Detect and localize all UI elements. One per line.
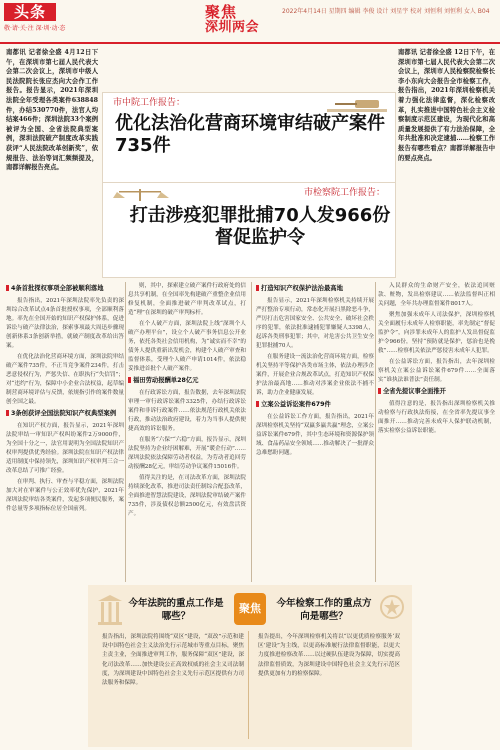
paragraph: 报告指出，2021年深圳法院率先负责的深圳综合改革试点4条首批授权事项，全部顺利落地。率先在全国开始的知识产权保护体系，促进诉讼与破产法律法治，探索事项最大周迅步骤现创新体系3条创新举措，就破产制度改革给出答案。 bbox=[6, 298, 124, 349]
procuratorate-report-banner bbox=[102, 182, 396, 278]
subheading: 福田劳动报酬单28亿元 bbox=[128, 376, 246, 385]
badge-illustration bbox=[378, 593, 406, 627]
subheading: 3条创获评全国法院知识产权典型案例 bbox=[6, 409, 124, 418]
paragraph: 在个人破产方面，深圳法院上线“深圳个人破产办理平台”，设立个人破产事务信息公开业务，依托各类社会信用机构，为“诚实而不幸”的债务人提供重新出发机会，构建个人破产审查和监督体系，受理个人破产申请1014件，依法稳妥推进首批个人破产案件。 bbox=[128, 321, 246, 372]
subheading: 全省先提议事全面推开 bbox=[378, 387, 495, 396]
paragraph: 在审判、执行、审查与平稳方面，深圳法院加大对在审案件与公正效率优先保护，2021年深圳法院审结各类案件，发起多项便民服务，案件总量等多项指标位居全国前列。 bbox=[6, 479, 124, 512]
paragraph: 在优化法治化营商环境方面，深圳法院审结破产案件735件，不正当竞争案件234件，打击恶意侵权行为，严惩失信、在职执行“失信罚”；对“违约”行为，保障中小企业合法权益，起草编制营商环境评估与反馈，依规指引作的案件数量创全国之最。 bbox=[6, 354, 124, 405]
paragraph: 报告显示，2021年深圳检察机关持续开展严打整治专项行动，常态化开展扫黑除恶斗争，严厉打击危害国家安全、公共安全、破坏社会秩序的犯罪，依法批准逮捕犯罪嫌疑人3398人，起诉各类刑事犯罪；其中，对危害公共卫生安全犯罪批捕70人。 bbox=[256, 298, 374, 349]
column-divider bbox=[125, 282, 126, 582]
focus-divider bbox=[248, 631, 249, 739]
subheading: 打造知识产权保护法治最高地 bbox=[256, 284, 374, 293]
court-report-kicker: 市中院工作报告： bbox=[113, 98, 186, 108]
subheading: 4条首批探权事项全部被顺利落地 bbox=[6, 284, 124, 293]
section-subtitle: 敬·请·关·注 深·圳·动·态 bbox=[4, 25, 66, 32]
section-label: 头条 bbox=[4, 3, 56, 21]
procuratorate-report-kicker: 市检察院工作报告： bbox=[303, 188, 385, 198]
paragraph: 入民群众的生命财产安全，依法追回赃款、赃物，发出检察建议……依法监督纠正相关问题，全年共办理监督案件8017人。 bbox=[378, 283, 495, 307]
scales-illustration bbox=[111, 187, 171, 203]
column-divider bbox=[251, 282, 252, 582]
header-rule bbox=[0, 42, 500, 44]
paragraph: 在知识产权方面，报告显示，2021年深圳法院审结一审知识产权纠纷案件2万9000件，为全国十分之一，法官用说明为全国法院知识产权审判提供优秀经验。深圳法院在知识产权法律适用制度中保持领先，深圳知识产权审判三合一改革总结了可推广经验。 bbox=[6, 423, 124, 474]
paragraph: 值得关注的是，在司法改革方面，深圳法院持续深化改革，推进司法责任制综合配套改革，全面推进智慧法院建设，深圳法院审结破产案件735件，涉及债权总额2500亿元，有效盘活资产。 bbox=[128, 475, 246, 517]
column-logo-line2: 深圳两会 bbox=[205, 20, 260, 35]
paragraph: 聚焦加强未成年人司法保护，深圳检察机关全面履行未成年人检察职能，率先制定“督促监护令”，向涉罪未成年人的监护人发出督促监护令966份，坚持“预防就是保护，惩治也是挽救”……检察机关依法严惩侵害未成年人犯罪。 bbox=[378, 312, 495, 354]
court-answer: 报告指出，深圳法院将围绕“双区”建设，“双改”示范和建设中国特色社会主义法治先行示范城市等重点目标，聚焦主责主业，全面推进审判工作，服务保障“双区”建设，深化司法改革……加快建设公正高效权威的社会主义司法制度，为深圳建设中国特色社会主义先行示范区提供有力司法服务和保障。 bbox=[102, 634, 244, 687]
page-header bbox=[0, 0, 500, 42]
pillar-illustration bbox=[96, 593, 124, 627]
dateline: 2022年4月14日 星期四 编辑 李俊 设计 刘星宇 校对 刘恒利 刘恒利 女人 B04 bbox=[282, 8, 490, 15]
procuratorate-question: 今年检察工作的重点方向是哪些？ bbox=[276, 598, 372, 622]
paragraph: 在公益诉讼工作方面，报告指出，2021年深圳检察机关坚持“双赢多赢共赢”理念，立案公益诉讼案件679件，其中生态环境和资源保护领域、食品药品安全领域……推动解决了一批群众急难愁盼问题。 bbox=[256, 414, 374, 456]
paragraph: 在服务建设一流法治化营商环境方面，检察机关坚持平等保护各类市场主体，依法办理涉企案件，开展企业合规改革试点，打造知识产权保护法治最高地……推动对涉案企业依法不捕不诉，助力企业健康发展。 bbox=[256, 354, 374, 396]
court-report-banner bbox=[102, 92, 396, 187]
court-column-1 bbox=[6, 282, 124, 516]
subheading: 立案公益诉讼案件679件 bbox=[256, 400, 374, 409]
procuratorate-column-2 bbox=[378, 282, 495, 438]
column-logo-line1: 聚焦 bbox=[205, 3, 238, 21]
procuratorate-answer: 报告提出，今年深圳检察机关将以“以更优质检察服务‘双区’建设”为主线，以更高标准履行法律监督职能，以更大力度推进检察改革……以过硬队伍建设为保障，切实提高法律监督质效，为深圳建设中国特色社会主义先行示范区提供更加有力的检察保障。 bbox=[258, 634, 400, 677]
court-report-headline: 优化法治化营商环境审结破产案件735件 bbox=[115, 113, 385, 156]
court-column-2 bbox=[128, 282, 246, 521]
column-logo bbox=[205, 4, 267, 40]
focus-box bbox=[88, 585, 412, 747]
procuratorate-column-1 bbox=[256, 282, 374, 460]
column-divider bbox=[375, 282, 376, 582]
court-question: 今年法院的重点工作是哪些？ bbox=[128, 598, 224, 622]
procuratorate-report-headline: 打击涉疫犯罪批捕70人发966份督促监护令 bbox=[129, 205, 391, 248]
paragraph: 在行政诉讼方面，报告数据，去年深圳法院审理一审行政诉讼案件3325件，办结行政诉讼案件和非诉行政案件……依法规范行政机关依法行政，推动法治政府建设，着力为当事人提供便捷高效的诉讼服务。 bbox=[128, 390, 246, 432]
left-lead-block bbox=[6, 48, 98, 173]
paragraph: 在服务“六保”“六稳”方面，报告显示，深圳法院坚持为企业纾困解难，开展“暖企行动”……深圳法院依法保障劳动者权益，为劳动者追回劳动报酬28亿元，审结劳动争议案件15016件。 bbox=[128, 437, 246, 470]
right-lead-text: 南都讯 记者徐全盛 12日下午，在深圳市第七届人民代表大会第二次会议上，深圳市人民检察院检察长李小东向大会报告全市检察工作，报告指出，2021年深圳检察机关着力强化法律监督，深化检察改革，扎实推进中国特色社会主义检察制度示范区建设，为现代化和高质量发展提供了有力法治保障，全年共批准和决定逮捕……检察工作报告有哪些看点？南都详解报告中的要点亮点。 bbox=[398, 49, 495, 162]
paragraph: 则，其中，探索建立破产案件行政府处的信息共享机制，在全国率先构建破产重整企业信用修复机制，全面推进破产审判改革试点，打造“理”在深圳的破产审判标杆。 bbox=[128, 283, 246, 316]
right-lead-block bbox=[398, 48, 495, 163]
gavel-illustration bbox=[325, 97, 389, 113]
left-lead-text: 南都讯 记者徐全盛 4月12日下午，在深圳市第七届人民代表大会第二次会议上，深圳市中级人民法院院长张应杰向大会作工作报告。报告显示，2021年深圳法院全年受理各类案件638848件，办结530770件，法官人均结案466件；深圳法院33个案例被评为全国、全省法院典型案例，深圳法院破产制度改革实践获评“人民法院改革创新奖”，依规报告、法治等词汇频频提及，南都详解报告亮点。 bbox=[6, 49, 98, 172]
paragraph: 在公益诉讼方面，报告指出，去年深圳检察机关立案公益诉讼案件679件……全面落实“谁执法谁普法”责任制。 bbox=[378, 359, 495, 383]
paragraph: 值得注意的是，报告指出深圳检察机关推动检察与行政执法衔接，在全省率先提议事全面推开……推动完善未成年人保护联动机制，落实检察公益诉讼职能。 bbox=[378, 401, 495, 434]
focus-badge: 聚焦 bbox=[234, 593, 266, 625]
